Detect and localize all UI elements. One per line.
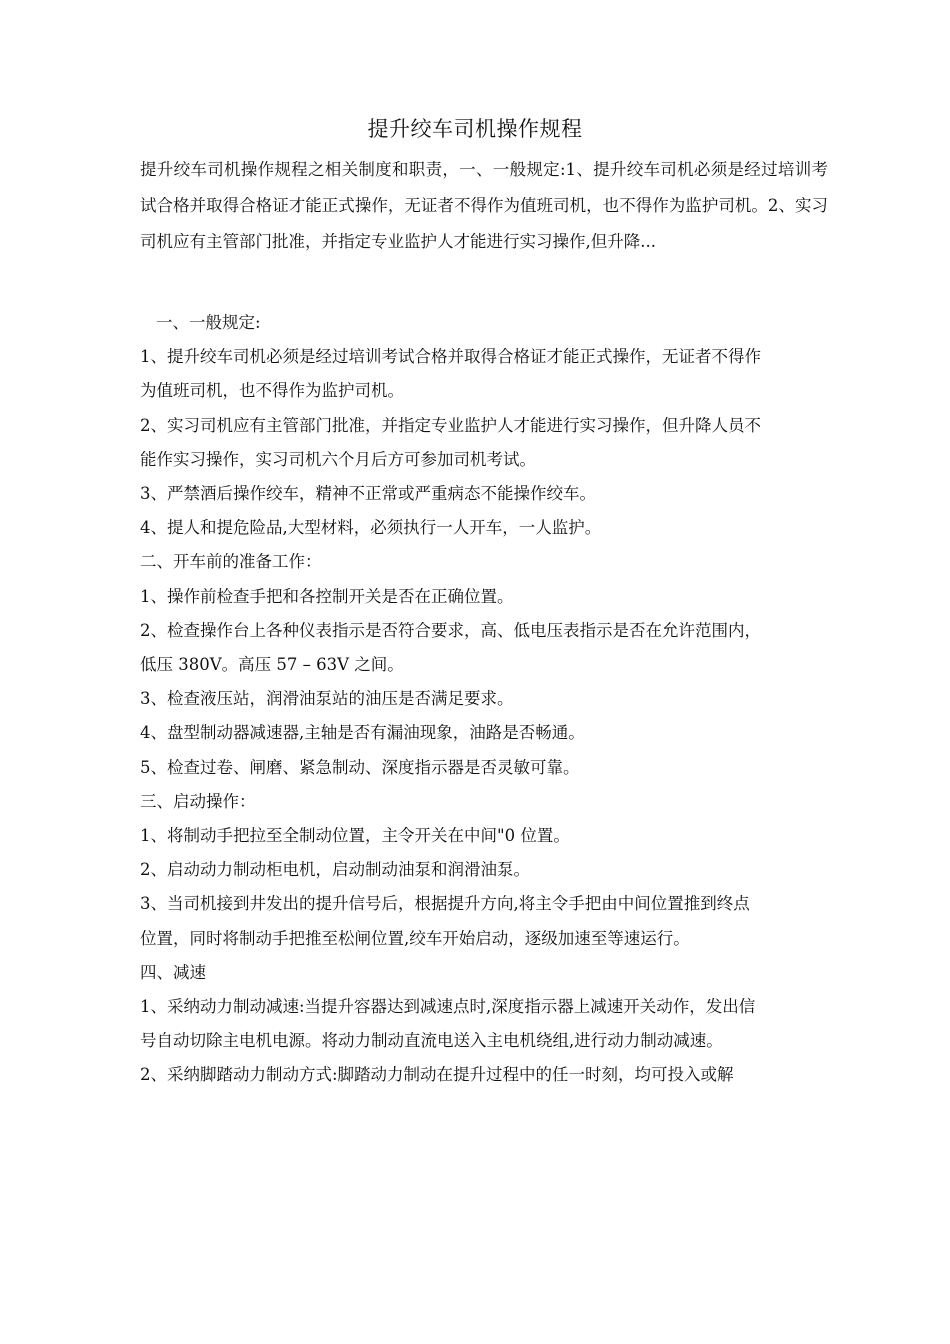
section-heading: 三、启动操作：	[140, 791, 256, 811]
document-body	[140, 152, 828, 1093]
text-line: 2、采纳脚踏动力制动方式:脚踏动力制动在提升过程中的任一时刻，均可投入或解	[140, 1065, 734, 1085]
text-line: 2、启动动力制动柜电机，启动制动油泵和润滑油泵。	[140, 860, 530, 880]
document-title: 提升绞车司机操作规程	[367, 117, 583, 141]
text-line: 2、检查操作台上各种仪表指示是否符合要求，高、低电压表指示是否在允许范围内，	[140, 620, 761, 640]
text-line: 4、提人和提危险品,大型材料，必须执行一人开车，一人监护。	[140, 518, 602, 538]
text-line: 为值班司机，也不得作为监护司机。	[140, 381, 404, 401]
text-line: 3、严禁酒后操作绞车，精神不正常或严重病态不能操作绞车。	[140, 484, 596, 504]
text-line: 3、检查液压站，润滑油泵站的油压是否满足要求。	[140, 689, 514, 709]
text-line: 1、采纳动力制动减速:当提升容器达到减速点时,深度指示器上减速开关动作，发出信	[140, 997, 756, 1017]
text-line: 位置，同时将制动手把推至松闸位置,绞车开始启动，逐级加速至等速运行。	[140, 928, 690, 948]
text-line: 能作实习操作，实习司机六个月后方可参加司机考试。	[140, 449, 536, 469]
text-line: 3、当司机接到井发出的提升信号后，根据提升方向,将主令手把由中间位置推到终点	[140, 894, 750, 914]
text-line: 1、将制动手把拉至全制动位置，主令开关在中间"0 位置。	[140, 826, 570, 846]
section-heading: 二、开车前的准备工作：	[140, 552, 322, 572]
text-line: 4、盘型制动器减速器,主轴是否有漏油现象，油路是否畅通。	[140, 723, 585, 743]
text-line: 2、实习司机应有主管部门批准，并指定专业监护人才能进行实习操作，但升降人员不	[140, 415, 761, 435]
text-line: 1、操作前检查手把和各控制开关是否在正确位置。	[140, 586, 514, 606]
text-line: 5、检查过卷、闸磨、紧急制动、深度指示器是否灵敏可靠。	[140, 757, 580, 777]
text-line: 低压 380V。高压 57 – 63V 之间。	[140, 655, 404, 675]
section-heading: 四、减速	[140, 962, 206, 982]
text-line: 号自动切除主电机电源。将动力制动直流电送入主电机绕组,进行动力制动减速。	[140, 1031, 723, 1051]
document-content	[140, 306, 828, 1093]
section-heading: 一、一般规定:	[156, 313, 261, 332]
text-line: 1、提升绞车司机必须是经过培训考试合格并取得合格证才能正式操作，无证者不得作	[140, 347, 761, 367]
summary-paragraph: 提升绞车司机操作规程之相关制度和职责，一、一般规定:1、提升绞车司机必须是经过培训考试合格并取得合格证才能正式操作，无证者不得作为值班司机，也不得作为监护司机。2、实习司机应有主管部门批准，并指定专业监护人才能进行实习操作,但升降...	[140, 160, 828, 251]
